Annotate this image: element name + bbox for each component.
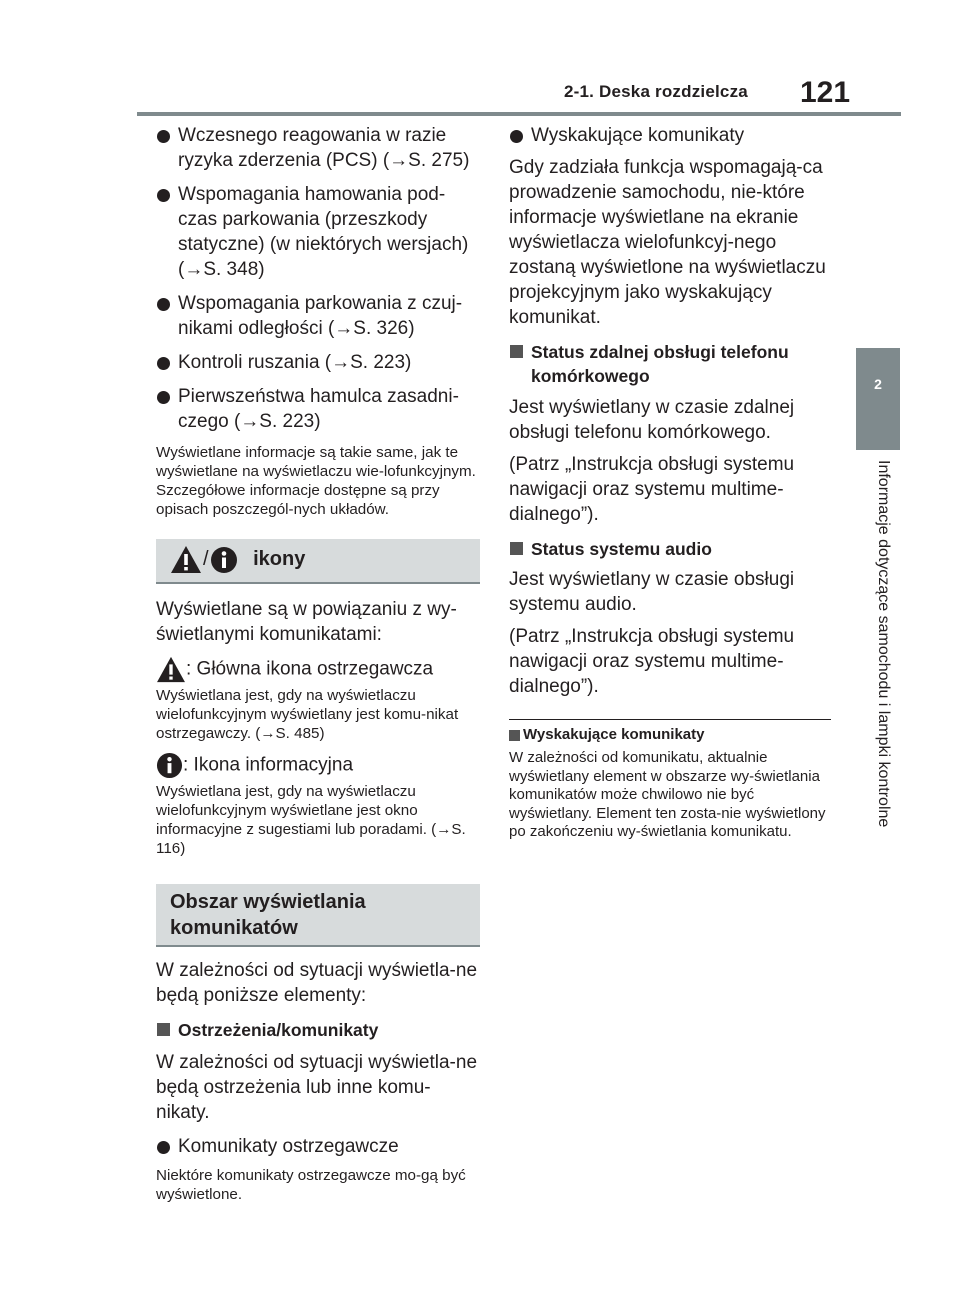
subheading: Ostrzeżenia/komunikaty (156, 1018, 480, 1042)
icon-definition-info (156, 752, 480, 779)
bullet-icon (510, 130, 523, 143)
icon-definition-warning (156, 656, 480, 683)
left-column (156, 120, 480, 1204)
bullet-icon (157, 1141, 170, 1154)
bullet-icon (157, 189, 170, 202)
list-item: Wczesnego reagowania w razie ryzyka zderzenia (PCS) (→S. 275) (156, 123, 480, 173)
note-text: Wyświetlane informacje są takie same, jak te wyświetlane na wyświetlaczu wie-lofunkcyjnym. Szczegółowe informacje dostępne są przy opisach poszczegól-nych układów. (156, 444, 476, 518)
page-number: 121 (800, 76, 851, 109)
list-item: Wspomagania hamowania pod-czas parkowania (przeszkody statyczne) (w niektórych wersjach) (→S. 348) (156, 182, 480, 282)
square-bullet-icon (510, 542, 523, 555)
paragraph: Gdy zadziała funkcja wspomagają-ca prowadzenie samochodu, nie-które informacje wyświetlane na ekranie wyświetlacza wielofunkcyj-nego zostaną wyświetlone na wyświetlaczu projekcyjnym jako wyskakujący komunikat. (509, 157, 826, 328)
note-text: Niektóre komunikaty ostrzegawcze mo-gą być wyświetlone. (156, 1167, 466, 1203)
paragraph: Jest wyświetlany w czasie zdalnej obsługi telefonu komórkowego. (509, 397, 795, 443)
subheading: Status systemu audio (509, 537, 831, 561)
icon-label: : Ikona informacyjna (183, 754, 354, 776)
bullet-icon (157, 130, 170, 143)
paragraph: Wyświetlane są w powiązaniu z wy-świetlanymi komunikatami: (156, 599, 457, 645)
chapter-label: Informacje dotyczące samochodu i lampki kontrolne (875, 460, 892, 828)
bullet-icon (157, 391, 170, 404)
right-column (509, 120, 831, 842)
bullet-icon (157, 298, 170, 311)
list-item: Wspomagania parkowania z czuj-nikami odległości (→S. 326) (156, 291, 480, 341)
section-title: ikony (253, 547, 306, 570)
section-heading-icons (156, 539, 480, 584)
list-item: Kontroli ruszania (→S. 223) (156, 350, 480, 375)
warning-triangle-icon (170, 545, 202, 574)
divider (509, 719, 831, 720)
note-heading: Wyskakujące komunikaty (509, 725, 831, 745)
list-item: Pierwszeństwa hamulca zasadni-czego (→S. 223) (156, 384, 480, 434)
square-bullet-icon (157, 1023, 170, 1036)
chapter-tab: 2 (856, 348, 900, 450)
list-item: Wyskakujące komunikaty (509, 123, 831, 148)
section-title-line: komunikatów (170, 917, 298, 939)
header-rule (137, 112, 901, 116)
icon-label: : Główna ikona ostrzegawcza (186, 658, 434, 680)
square-bullet-icon (510, 345, 523, 358)
paragraph: Jest wyświetlany w czasie obsługi systemu audio. (509, 569, 795, 615)
paragraph: (Patrz „Instrukcja obsługi systemu nawigacji oraz systemu multime-dialnego”). (509, 454, 795, 525)
subheading: Status zdalnej obsługi telefonu komórkowego (509, 340, 831, 388)
paragraph: W zależności od sytuacji wyświetla-ne będą poniższe elementy: (156, 960, 478, 1006)
warning-triangle-icon (156, 656, 186, 683)
info-icon (156, 752, 183, 779)
square-bullet-icon (509, 730, 520, 741)
bullet-icon (157, 357, 170, 370)
note-text: W zależności od komunikatu, aktualnie wyświetlany element w obszarze wy-świetlania komunikatów może chwilowo nie być wyświetlany. Element ten zosta-nie wyświetlony po zakończeniu wy-świetlania komunikatu. (509, 749, 826, 841)
slash-separator: / (203, 547, 209, 570)
section-heading-message-area (156, 884, 480, 947)
section-title: 2-1. Deska rozdzielcza (564, 82, 748, 101)
section-title-line: Obszar wyświetlania (170, 891, 366, 913)
note-text: Wyświetlana jest, gdy na wyświetlaczu wielofunkcyjnym wyświetlany jest komu-nikat ostrzegawczy. (→S. 485) (156, 687, 459, 742)
list-item: Komunikaty ostrzegawcze (156, 1134, 480, 1159)
paragraph: (Patrz „Instrukcja obsługi systemu nawigacji oraz systemu multime-dialnego”). (509, 626, 795, 697)
info-icon (210, 546, 238, 574)
note-text: Wyświetlana jest, gdy na wyświetlaczu wielofunkcyjnym wyświetlane jest okno informacyjne z sugestiami lub poradami. (→S. 116) (156, 783, 466, 857)
paragraph: W zależności od sytuacji wyświetla-ne będą ostrzeżenia lub inne komu-nikaty. (156, 1052, 478, 1123)
